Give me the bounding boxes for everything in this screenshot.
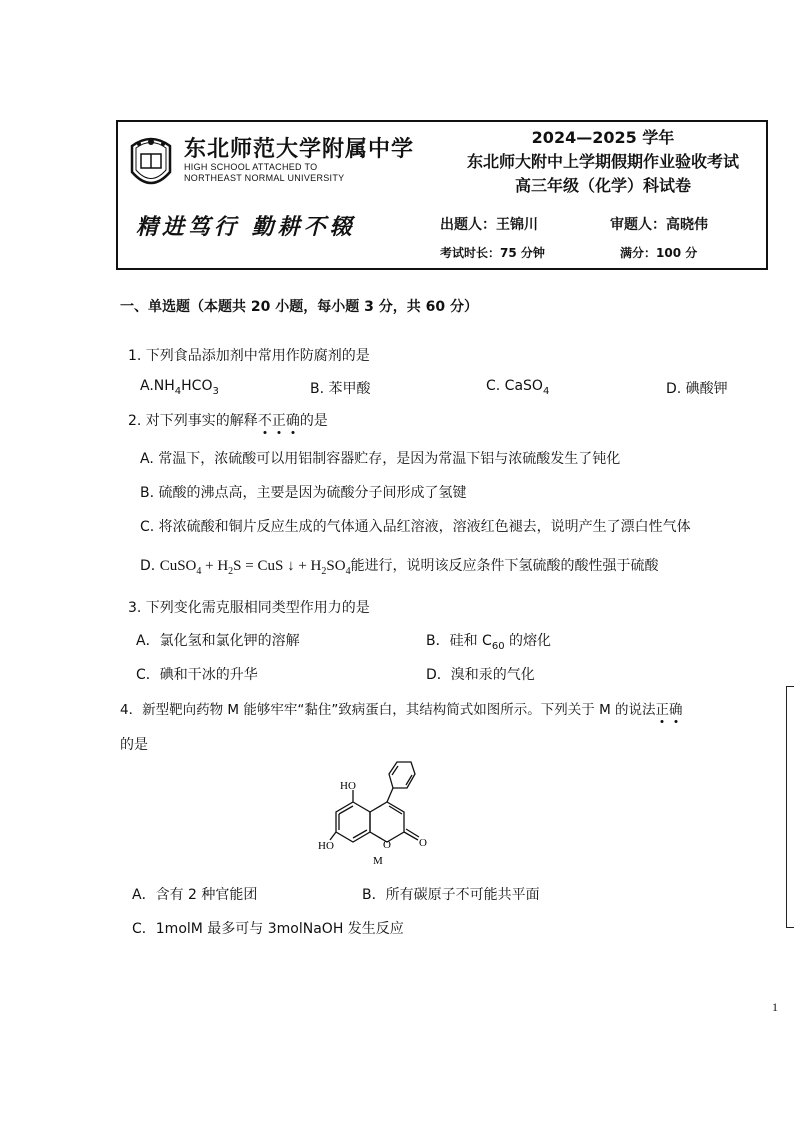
exam-meta bbox=[440, 244, 697, 261]
q3-option-a: A．氯化氢和氯化钾的溶解 bbox=[136, 633, 300, 649]
q1-option-d: D. 碘酸钾 bbox=[666, 381, 728, 397]
q1-a-sub2: 3 bbox=[212, 385, 219, 397]
school-name-cn: 东北师范大学附属中学 bbox=[184, 136, 415, 162]
q2-d-label: D. bbox=[140, 558, 156, 574]
q3-b-text2: 的熔化 bbox=[504, 633, 552, 649]
eq-sub: 4 bbox=[196, 566, 202, 577]
eq-part: + H bbox=[201, 558, 229, 574]
q2-emphasis-char: 不 bbox=[257, 413, 272, 429]
q4-emphasis-char: 确 bbox=[669, 702, 683, 718]
section-title: 一、单选题（本题共 20 小题，每小题 3 分，共 60 分） bbox=[120, 299, 478, 315]
molecule-m-structure bbox=[318, 760, 448, 870]
exam-duration: 考试时长：75 分钟 bbox=[440, 246, 545, 260]
q1-a-text2: HCO bbox=[181, 378, 213, 394]
q2-d-text: 能进行，说明该反应条件下氢硫酸的酸性强于硫酸 bbox=[350, 558, 659, 574]
q1-a-text: A.NH bbox=[140, 378, 175, 394]
q2-emphasis-char: 正 bbox=[271, 413, 286, 429]
q2-d-equation bbox=[159, 558, 351, 577]
q3-option-c: C．碘和干冰的升华 bbox=[136, 667, 258, 683]
q4-option-c: C．1molM 最多可与 3molNaOH 发生反应 bbox=[132, 921, 404, 937]
school-motto: 精进笃行 勤耕不辍 bbox=[136, 214, 356, 240]
phenyl-ring bbox=[389, 762, 415, 788]
pyranone-ring bbox=[370, 802, 404, 842]
q1-option-c bbox=[486, 378, 549, 397]
question-reviewer: 审题人：高晓伟 bbox=[610, 217, 708, 233]
carbonyl-oxygen-label: O bbox=[419, 837, 427, 849]
q3-b-text: B．硅和 C bbox=[426, 633, 492, 649]
eq-sub: 2 bbox=[228, 566, 234, 577]
q1-option-b: B. 苯甲酸 bbox=[310, 381, 371, 397]
exam-header bbox=[116, 120, 768, 270]
q2-emphasis-char: 确 bbox=[285, 413, 300, 429]
q4-stem-text: 4．新型靶向药物 M 能够牢牢“黏住”致病蛋白，其结构简式如图所示。下列关于 M 的说法 bbox=[120, 702, 656, 718]
q3-b-sub: 60 bbox=[491, 640, 505, 652]
q1-option-a bbox=[140, 378, 219, 397]
exam-info bbox=[438, 126, 768, 198]
school-name-en-line1: HIGH SCHOOL ATTACHED TO bbox=[184, 162, 318, 172]
q1-stem: 1. 下列食品添加剂中常用作防腐剂的是 bbox=[128, 348, 370, 364]
q4-stem-line1 bbox=[120, 698, 770, 718]
staff-line bbox=[440, 214, 708, 234]
q2-stem-text: 2. 对下列事实的解释 bbox=[128, 413, 258, 429]
school-name-en-line2: NORTHEAST NORMAL UNIVERSITY bbox=[184, 173, 345, 183]
q1-c-sub: 4 bbox=[542, 385, 550, 397]
page-number: 1 bbox=[772, 1000, 778, 1014]
eq-part: CuSO bbox=[159, 558, 197, 574]
page-edge-bracket bbox=[786, 686, 794, 928]
q4-option-b: B．所有碳原子不可能共平面 bbox=[362, 887, 540, 903]
hydroxyl-top-label: HO bbox=[340, 780, 356, 792]
question-setter: 出题人：王锦川 bbox=[440, 217, 538, 233]
ring-oxygen-label: O bbox=[383, 839, 391, 851]
q3-option-b bbox=[426, 630, 551, 652]
molecule-label: M bbox=[373, 855, 383, 867]
eq-sub: 2 bbox=[321, 566, 327, 577]
q4-option-a: A．含有 2 种官能团 bbox=[132, 887, 258, 903]
q2-stem bbox=[128, 410, 328, 430]
q3-stem: 3. 下列变化需克服相同类型作用力的是 bbox=[128, 600, 370, 616]
academic-year: 2024—2025 学年 bbox=[531, 128, 675, 147]
eq-part: S = CuS ↓ + H bbox=[233, 558, 322, 574]
q2-option-a: A. 常温下，浓硫酸可以用铝制容器贮存，是因为常温下铝与浓硫酸发生了钝化 bbox=[140, 451, 621, 467]
school-crest-icon bbox=[126, 132, 176, 196]
benzene-ring-left bbox=[336, 802, 370, 842]
q2-option-b: B. 硫酸的沸点高，主要是因为硫酸分子间形成了氢键 bbox=[140, 485, 467, 501]
eq-part: SO bbox=[326, 558, 346, 574]
q4-emphasis-char: 正 bbox=[655, 702, 670, 718]
exam-title: 东北师大附中上学期假期作业验收考试 bbox=[466, 152, 739, 171]
q1-a-sub1: 4 bbox=[174, 385, 182, 397]
q1-c-text: C. CaSO bbox=[486, 378, 543, 394]
q2-option-d bbox=[140, 555, 659, 577]
eq-sub: 4 bbox=[345, 566, 351, 577]
hydroxyl-left-label: HO bbox=[318, 840, 334, 852]
exam-full-score: 满分：100 分 bbox=[620, 246, 698, 260]
q4-stem-line2: 的是 bbox=[120, 737, 148, 753]
q2-option-c: C. 将浓硫酸和铜片反应生成的气体通入品红溶液，溶液红色褪去，说明产生了漂白性气体 bbox=[140, 519, 691, 535]
q2-stem-end: 的是 bbox=[299, 413, 328, 429]
exam-subject: 高三年级（化学）科试卷 bbox=[514, 176, 691, 195]
q3-option-d: D．溴和汞的气化 bbox=[426, 667, 535, 683]
school-name-en bbox=[184, 162, 344, 184]
